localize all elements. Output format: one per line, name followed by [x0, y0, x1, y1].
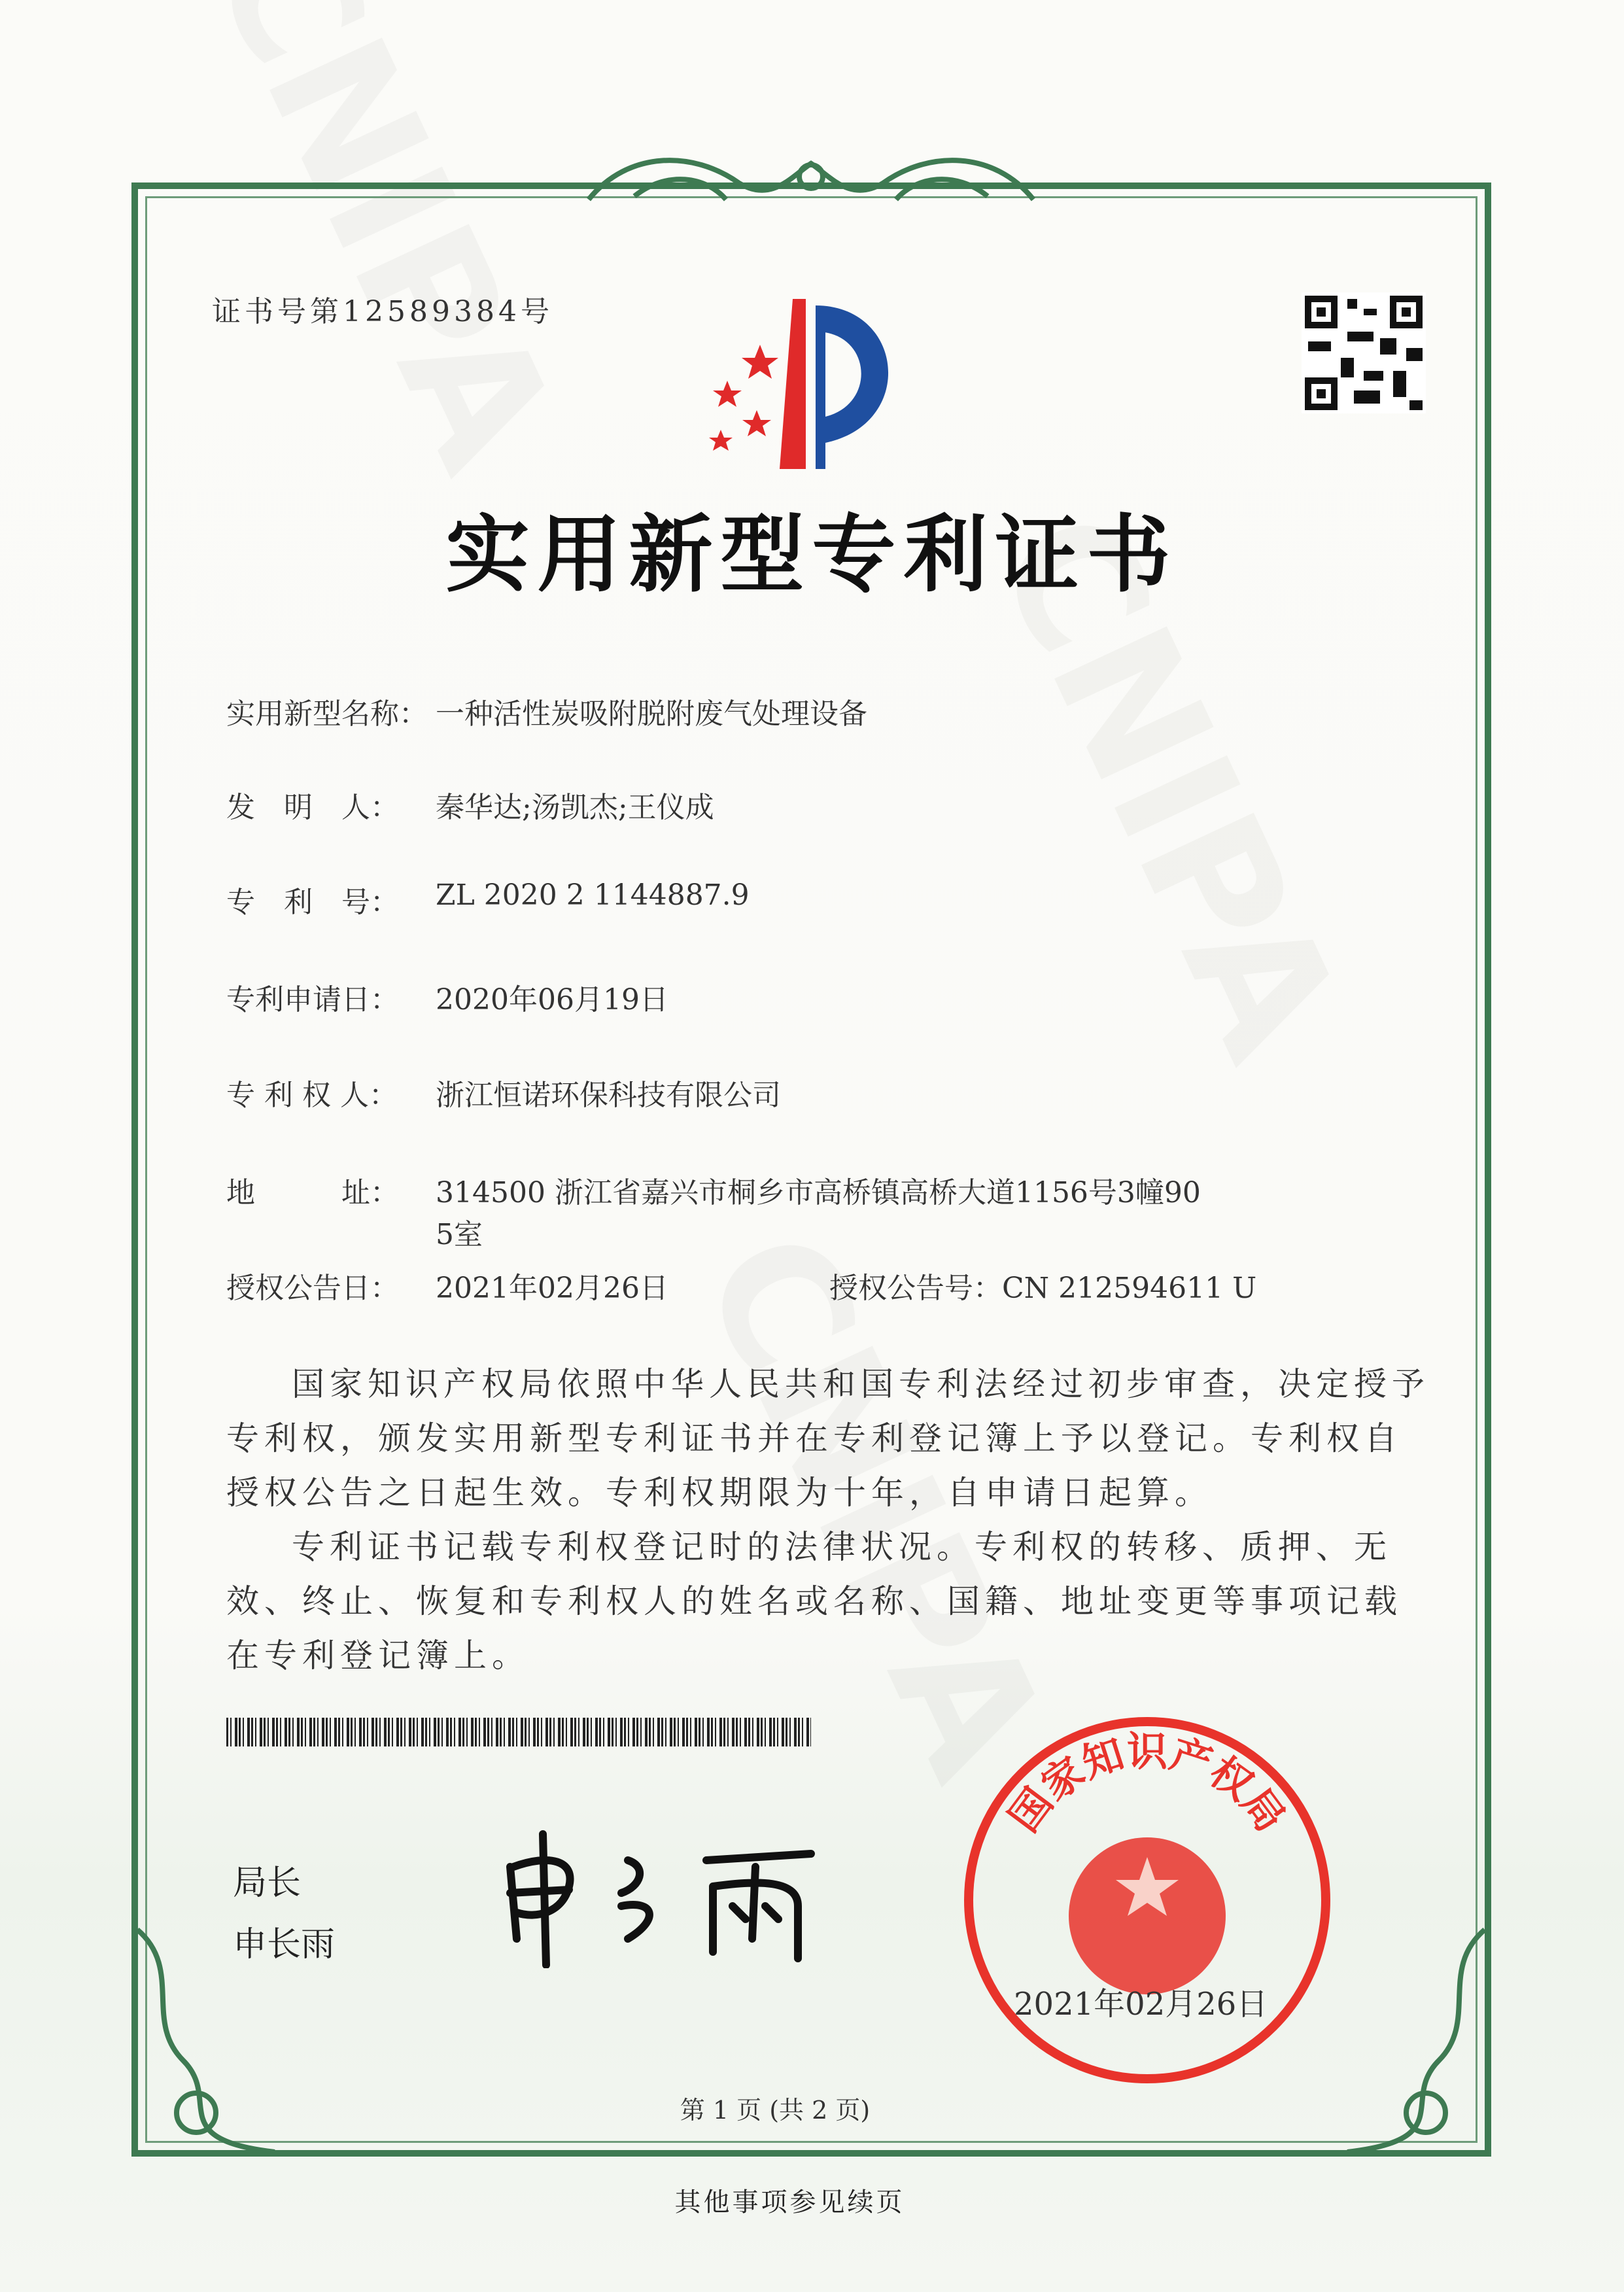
field-grant-date	[226, 1264, 668, 1306]
field-label: 发 明 人：	[226, 791, 399, 824]
certificate-number: 证书号第12589384号	[212, 295, 553, 328]
field-application-date	[226, 976, 668, 1018]
field-value: 秦华达;汤凯杰;王仪成	[436, 791, 714, 824]
director-name: 申长雨	[233, 1925, 336, 1964]
field-label: 地 址：	[226, 1176, 399, 1209]
svg-text:国家知识产权局	[1000, 1728, 1295, 1840]
address-line-1: 314500 浙江省嘉兴市桐乡市高桥镇高桥大道1156号3幢90	[436, 1176, 1201, 1209]
field-label: 授权公告日：	[226, 1272, 399, 1305]
field-grant-number	[829, 1264, 1256, 1306]
field-value: 浙江恒诺环保科技有限公司	[436, 1079, 781, 1112]
field-label: 专 利 号：	[226, 886, 399, 919]
official-seal	[964, 1717, 1330, 2083]
field-value	[436, 1169, 1201, 1253]
footer-note: 其他事项参见续页	[674, 2187, 905, 2217]
statement-paragraph: 国家知识产权局依照中华人民共和国专利法经过初步审查，决定授予专利权，颁发实用新型专利证书并在专利登记簿上予以登记。专利权自授权公告之日起生效。专利权期限为十年，自申请日起算。	[226, 1365, 1430, 1512]
address-line-2: 5室	[436, 1218, 483, 1251]
field-label: 专 利 权 人：	[226, 1079, 398, 1112]
statement-paragraph: 专利证书记载专利权登记时的法律状况。专利权的转移、质押、无效、终止、恢复和专利权人的姓名或名称、国籍、地址变更等事项记载在专利登记簿上。	[226, 1528, 1402, 1675]
top-ornament	[576, 137, 1046, 222]
field-address	[226, 1169, 1201, 1253]
director-title: 局长	[233, 1864, 302, 1903]
barcode	[226, 1718, 811, 1746]
field-value: CN 212594611 U	[1002, 1272, 1257, 1305]
page-number: 第 1 页 (共 2 页)	[680, 2096, 871, 2125]
cnipa-logo	[695, 292, 930, 476]
certificate-statement	[226, 1357, 1430, 1683]
field-label: 专利申请日：	[226, 983, 399, 1016]
seal-date: 2021年02月26日	[1014, 1986, 1268, 2023]
field-inventors	[226, 784, 714, 825]
field-utility-model-name	[226, 690, 867, 732]
field-value: 一种活性炭吸附脱附废气处理设备	[436, 697, 867, 731]
seal-text: 国家知识产权局	[999, 1728, 1295, 1841]
field-value: 2020年06月19日	[436, 983, 668, 1016]
corner-ornament-right	[1334, 1917, 1498, 2165]
field-patent-number	[226, 878, 750, 920]
field-value: ZL 2020 2 1144887.9	[436, 878, 750, 912]
field-label: 授权公告号：	[829, 1272, 1002, 1305]
qr-code	[1302, 292, 1426, 413]
field-patentee	[226, 1071, 781, 1113]
page-title: 实用新型专利证书	[445, 506, 1179, 604]
field-label: 实用新型名称：	[226, 697, 428, 731]
field-value: 2021年02月26日	[436, 1272, 668, 1305]
signature	[497, 1828, 831, 1968]
